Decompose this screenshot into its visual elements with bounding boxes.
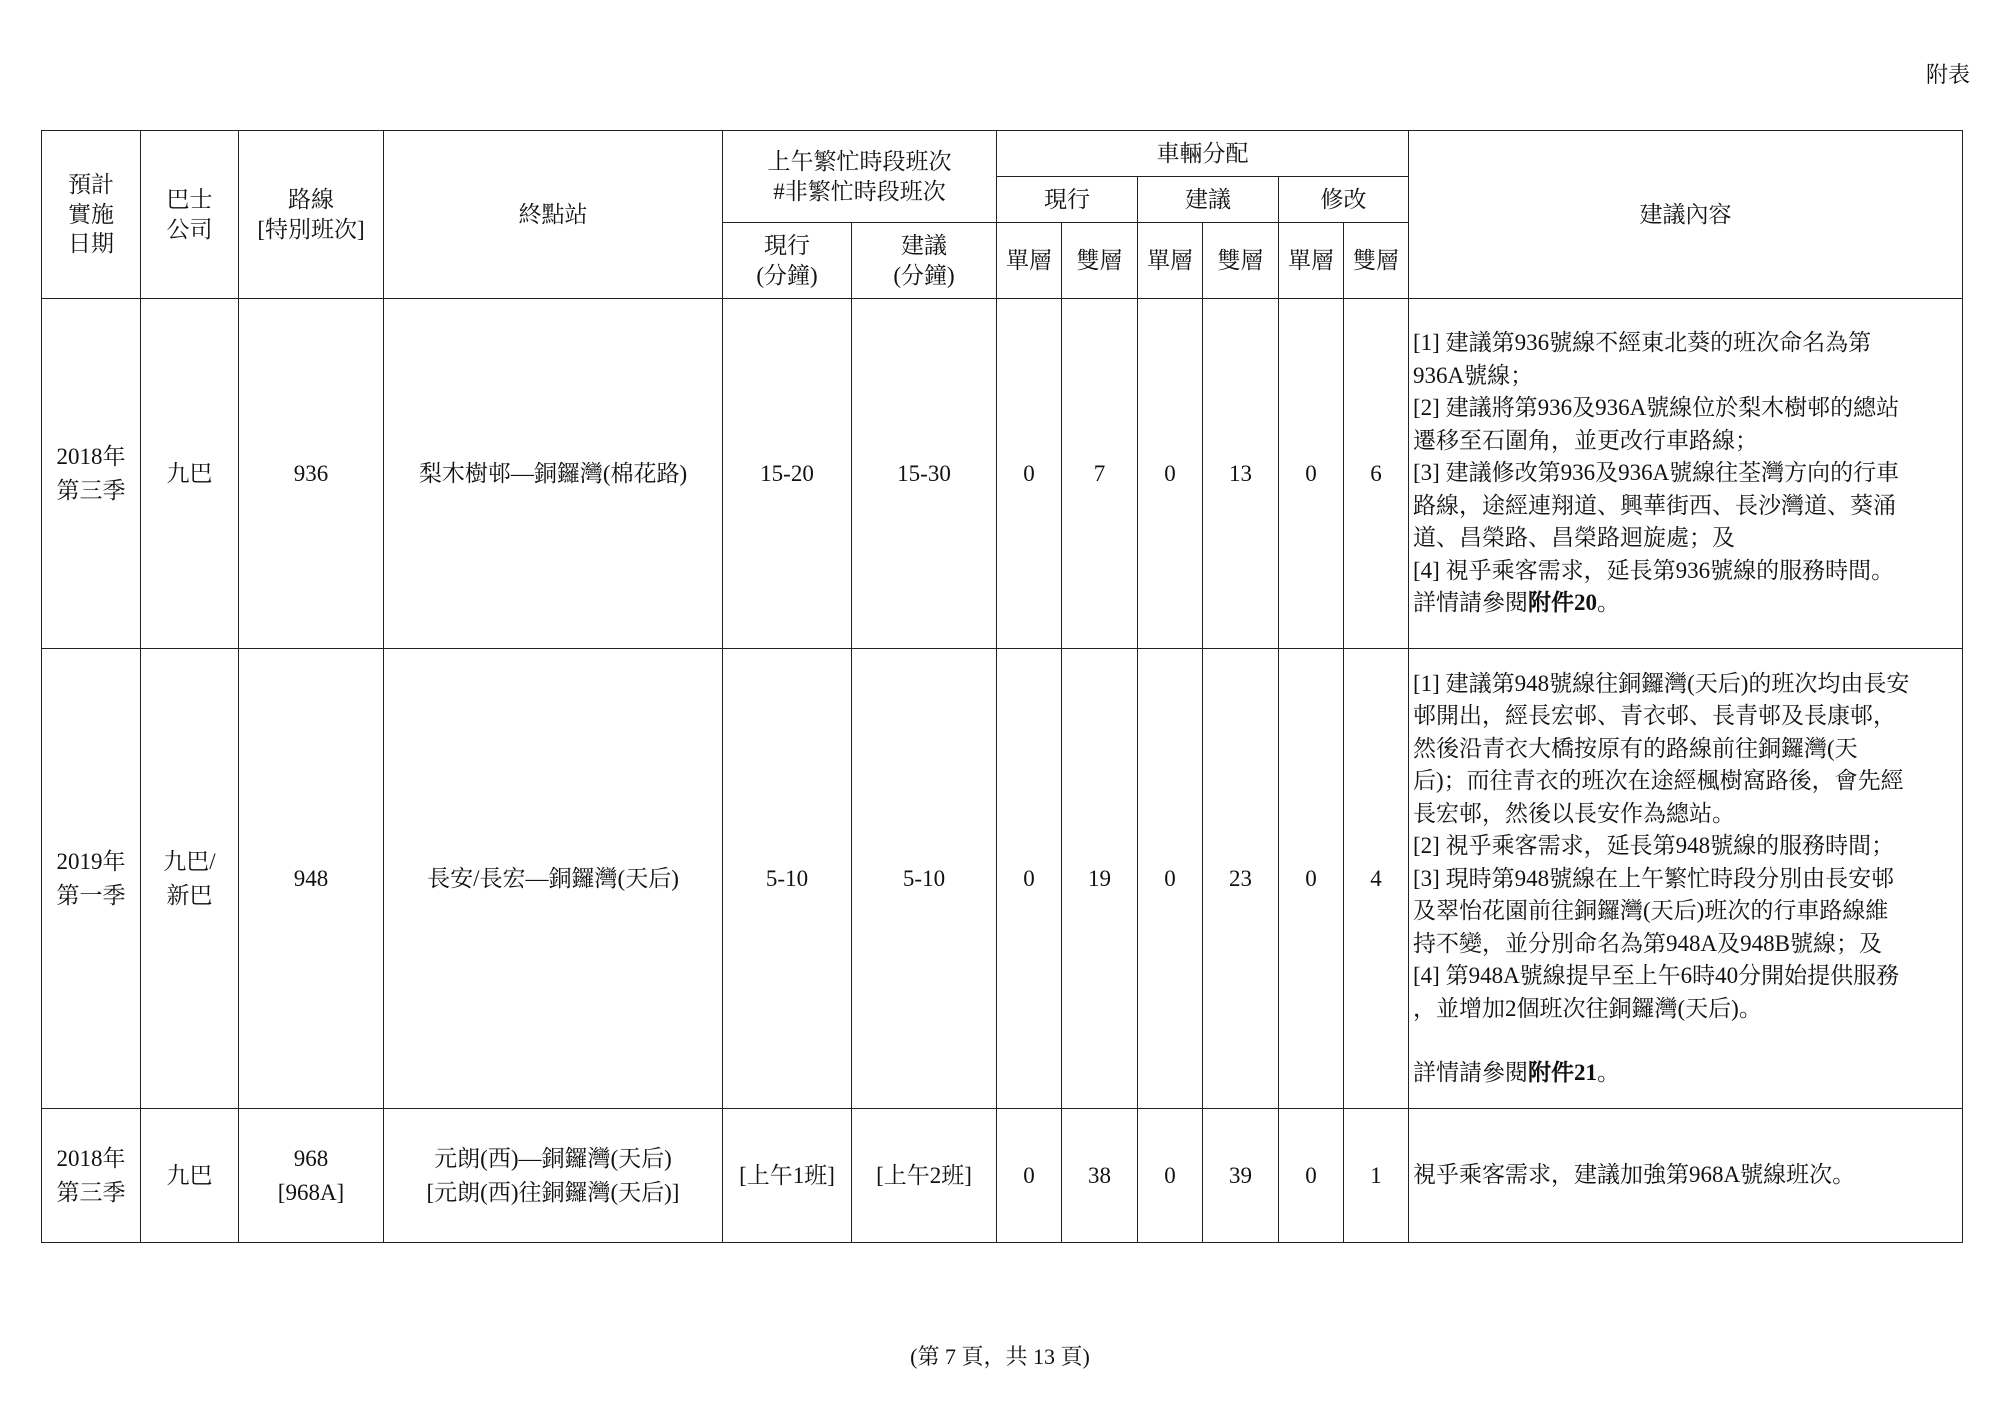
cell-current-single: 0 [997,1109,1062,1243]
cell-proposal-content: 視乎乘客需求，建議加強第968A號線班次。 [1409,1109,1963,1243]
header-vehicle-proposed: 建議 [1138,177,1279,223]
cell-proposal-content: [1] 建議第948號線往銅鑼灣(天后)的班次均由長安 邨開出，經長宏邨、青衣邨、長青邨及長康邨， 然後沿青衣大橋按原有的路線前往銅鑼灣(天 后)；而往青衣的班次在途經楓樹窩路後，會先經 長宏邨，然後以長安作為總站。 [2] 視乎乘客需求，延長第948號線的服務時間； [3] 現時第948號線在上午繁忙時段分別由長安邨 及翠怡花園前往銅鑼灣(天后)班次的行車路線維 持不變，並分別命名為第948A及948B號線；及 [4] 第948A號線提早至上午6時40分開始提供服務 ，並增加2個班次往銅鑼灣(天后)。 詳情請參閱附件21。 [1409,649,1963,1109]
page-number: (第 7 頁，共 13 頁) [910,1344,1090,1369]
annex-reference: 詳情請參閱附件21。 [1413,1060,1620,1085]
cell-proposed-single: 0 [1138,1109,1203,1243]
cell-proposed-single: 0 [1138,649,1203,1109]
cell-freq-proposed: 15-30 [852,299,997,649]
cell-freq-current: 5-10 [723,649,852,1109]
cell-change-single: 0 [1279,299,1344,649]
cell-terminus: 梨木樹邨—銅鑼灣(棉花路) [384,299,723,649]
header-vehicle-change: 修改 [1279,177,1409,223]
cell-date: 2019年 第一季 [42,649,141,1109]
cell-current-double: 19 [1062,649,1138,1109]
cell-current-double: 38 [1062,1109,1138,1243]
cell-freq-proposed: [上午2班] [852,1109,997,1243]
header-change-double: 雙層 [1344,223,1409,299]
cell-date: 2018年 第三季 [42,299,141,649]
cell-freq-current: [上午1班] [723,1109,852,1243]
header-frequency-proposed: 建議 (分鐘) [852,223,997,299]
cell-proposed-double: 23 [1203,649,1279,1109]
cell-freq-current: 15-20 [723,299,852,649]
cell-company: 九巴/ 新巴 [141,649,239,1109]
cell-change-single: 0 [1279,1109,1344,1243]
cell-current-single: 0 [997,299,1062,649]
table-row [42,649,1963,1109]
header-vehicle-allocation: 車輛分配 [997,131,1409,177]
cell-terminus: 長安/長宏—銅鑼灣(天后) [384,649,723,1109]
cell-date: 2018年 第三季 [42,1109,141,1243]
cell-change-single: 0 [1279,649,1344,1109]
cell-current-single: 0 [997,649,1062,1109]
cell-proposed-double: 13 [1203,299,1279,649]
cell-route: 936 [239,299,384,649]
annex-label: 附表 [1925,62,1970,87]
header-proposal-content: 建議內容 [1409,131,1963,299]
cell-proposal-content: [1] 建議第936號線不經東北葵的班次命名為第 936A號線； [2] 建議將第936及936A號線位於梨木樹邨的總站 遷移至石圍角，並更改行車路線； [3] 建議修改第936及936A號線往荃灣方向的行車 路線，途經連翔道、興華街西、長沙灣道、葵涌 道、昌榮路、昌榮路迴旋處；及 [4] 視乎乘客需求，延長第936號線的服務時間。 詳情請參閱附件20。 [1409,299,1963,649]
annex-reference: 詳情請參閱附件20。 [1413,590,1620,616]
cell-change-double: 1 [1344,1109,1409,1243]
header-bus-company: 巴士 公司 [141,131,239,299]
header-change-single: 單層 [1279,223,1344,299]
header-implementation-date: 預計 實施 日期 [42,131,141,299]
cell-change-double: 4 [1344,649,1409,1109]
header-frequency-current: 現行 (分鐘) [723,223,852,299]
header-terminus: 終點站 [384,131,723,299]
cell-route: 948 [239,649,384,1109]
cell-route: 968 [968A] [239,1109,384,1243]
route-proposal-table [41,130,1963,1243]
cell-terminus: 元朗(西)—銅鑼灣(天后) [元朗(西)往銅鑼灣(天后)] [384,1109,723,1243]
table-row [42,299,1963,649]
header-current-double: 雙層 [1062,223,1138,299]
cell-proposed-single: 0 [1138,299,1203,649]
cell-current-double: 7 [1062,299,1138,649]
header-proposed-double: 雙層 [1203,223,1279,299]
header-current-single: 單層 [997,223,1062,299]
header-proposed-single: 單層 [1138,223,1203,299]
cell-freq-proposed: 5-10 [852,649,997,1109]
table-row [42,1109,1963,1243]
header-route: 路線 [特別班次] [239,131,384,299]
cell-company: 九巴 [141,1109,239,1243]
cell-proposed-double: 39 [1203,1109,1279,1243]
header-frequency-group: 上午繁忙時段班次 #非繁忙時段班次 [723,131,997,223]
cell-change-double: 6 [1344,299,1409,649]
header-vehicle-current: 現行 [997,177,1138,223]
cell-company: 九巴 [141,299,239,649]
